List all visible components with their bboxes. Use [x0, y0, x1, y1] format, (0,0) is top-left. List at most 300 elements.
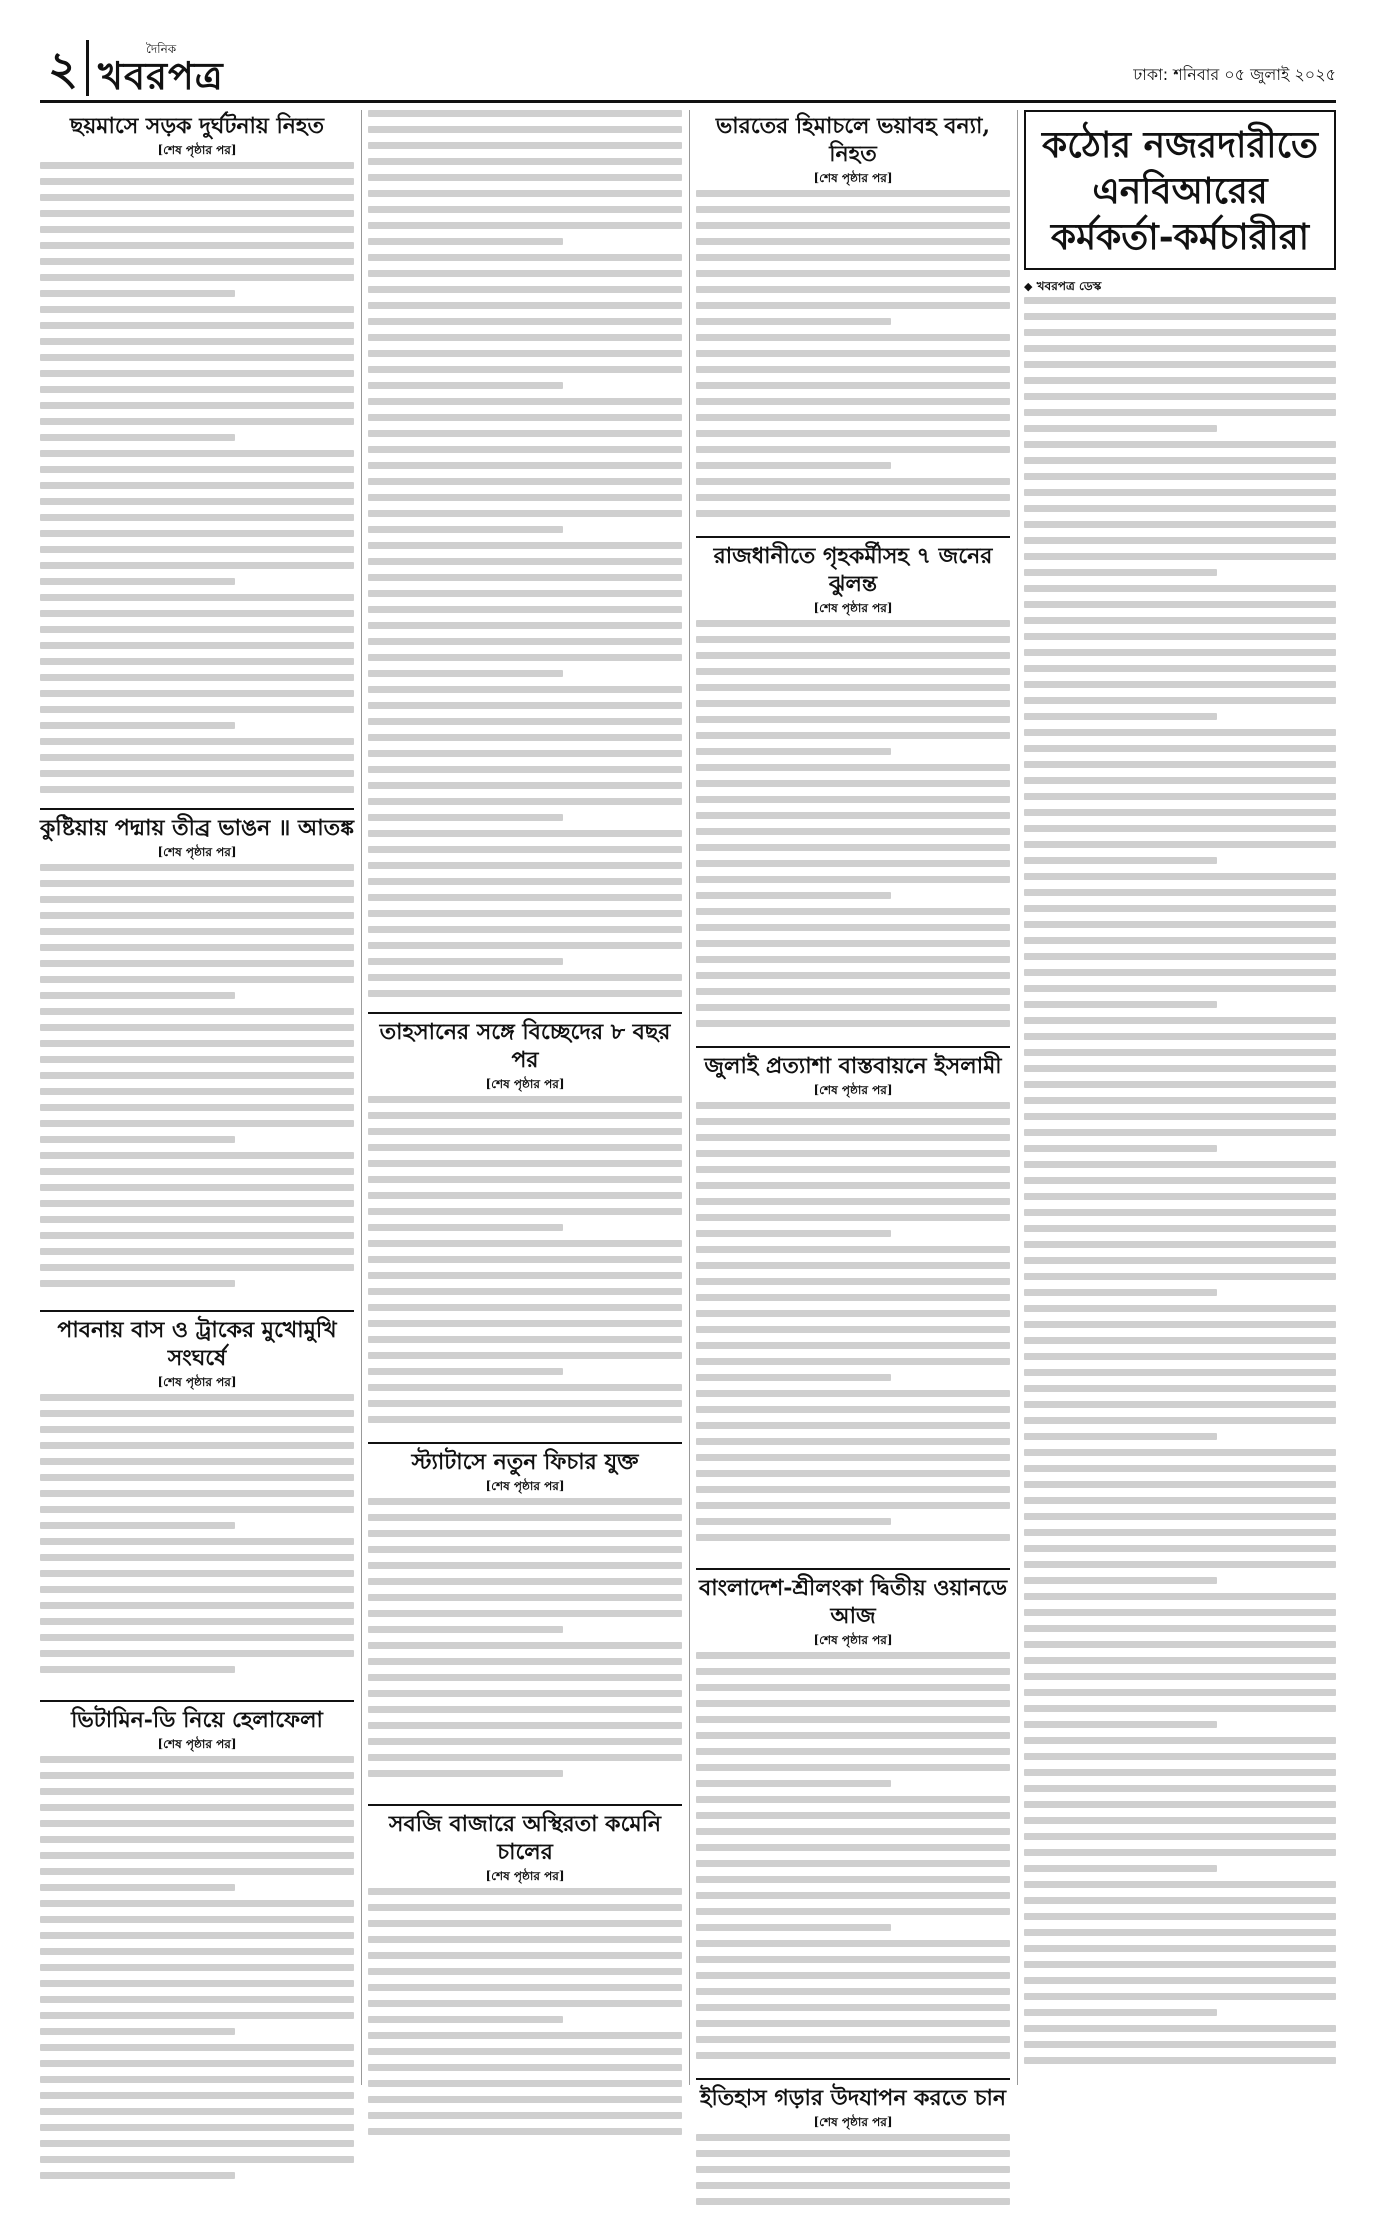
- text-line: [1024, 1673, 1336, 1680]
- text-line: [40, 2012, 354, 2019]
- text-line: [696, 1150, 1010, 1157]
- text-line: [368, 366, 682, 373]
- text-line: [1024, 345, 1336, 352]
- text-line: [368, 1968, 682, 1975]
- text-line: [368, 1920, 682, 1927]
- text-line: [40, 306, 354, 313]
- text-line: [696, 1454, 1010, 1461]
- text-line: [1024, 1593, 1336, 1600]
- text-line: [1024, 1897, 1336, 1904]
- article-headline: ছয়মাসে সড়ক দুর্ঘটনায় নিহত: [70, 113, 324, 139]
- text-line: [40, 690, 354, 697]
- text-line: [40, 258, 354, 265]
- text-line: [40, 1184, 354, 1191]
- text-line: [40, 976, 354, 983]
- text-line: [1024, 905, 1336, 912]
- text-line: [368, 686, 682, 693]
- text-line: [40, 1088, 354, 1095]
- article-headline: সবজি বাজারে অস্থিরতা কমেনি চালের: [368, 1804, 682, 1866]
- text-line: [368, 1400, 682, 1407]
- text-line: [1024, 1417, 1336, 1424]
- article-body: [40, 162, 354, 802]
- text-line: [368, 894, 682, 901]
- continued-note: [শেষ পৃষ্ঠার পর]: [157, 1375, 237, 1389]
- article-headline: ভারতের হিমাচলে ভয়াবহ বন্যা, নিহত: [715, 113, 991, 167]
- text-line: [696, 652, 1010, 659]
- text-line: [368, 270, 682, 277]
- text-line: [368, 1416, 682, 1423]
- text-line: [1024, 1321, 1336, 1328]
- text-line: [696, 270, 1010, 277]
- text-line: [368, 1304, 682, 1311]
- text-line: [368, 750, 682, 757]
- text-line: [368, 238, 563, 245]
- text-line: [1024, 1193, 1336, 1200]
- text-line: [40, 338, 354, 345]
- text-line: [40, 706, 354, 713]
- text-line: [368, 1952, 682, 1959]
- lead-headline: কঠোর নজরদারীতে এনবিআরের কর্মকর্তা-কর্মচারীরা: [1041, 124, 1319, 258]
- text-line: [1024, 633, 1336, 640]
- text-line: [696, 1246, 1010, 1253]
- text-line: [40, 960, 354, 967]
- text-line: [1024, 1529, 1336, 1536]
- text-line: [40, 1264, 354, 1271]
- article-headline: জুলাই প্রত্যাশা বাস্তবায়নে ইসলামী: [696, 1046, 1010, 1080]
- text-line: [368, 766, 682, 773]
- text-line: [696, 222, 1010, 229]
- text-line: [1024, 1609, 1336, 1616]
- text-line: [1024, 1065, 1336, 1072]
- text-line: [1024, 985, 1336, 992]
- text-line: [368, 1754, 682, 1761]
- article: [696, 1568, 1010, 2072]
- text-line: [696, 1812, 1010, 1819]
- text-line: [368, 942, 682, 949]
- text-line: [696, 1748, 1010, 1755]
- text-line: [368, 1288, 682, 1295]
- newspaper-logo: [98, 42, 224, 96]
- article-body: [368, 1096, 682, 1436]
- text-line: [40, 1232, 354, 1239]
- article-headline: ইতিহাস গড়ার উদযাপন করতে চান: [696, 2078, 1010, 2112]
- text-line: [696, 1892, 1010, 1899]
- text-line: [696, 1486, 1010, 1493]
- text-line: [1024, 1881, 1336, 1888]
- text-line: [696, 908, 1010, 915]
- text-line: [368, 446, 682, 453]
- text-line: [1024, 1561, 1336, 1568]
- text-line: [40, 770, 354, 777]
- text-line: [696, 1182, 1010, 1189]
- text-line: [40, 210, 354, 217]
- text-line: [40, 1964, 354, 1971]
- text-line: [368, 1530, 682, 1537]
- text-line: [40, 1056, 354, 1063]
- article: [696, 1046, 1010, 1562]
- text-line: [368, 350, 682, 357]
- text-line: [1024, 1657, 1336, 1664]
- text-line: [40, 1200, 354, 1207]
- article-body: [1024, 297, 1336, 2087]
- text-line: [1024, 1481, 1336, 1488]
- text-line: [1024, 1081, 1336, 1088]
- text-line: [368, 862, 682, 869]
- text-line: [368, 1498, 682, 1505]
- text-line: [368, 1770, 563, 1777]
- text-line: [696, 1134, 1010, 1141]
- text-line: [1024, 761, 1336, 768]
- text-line: [40, 482, 354, 489]
- text-line: [696, 684, 1010, 691]
- text-line: [368, 222, 682, 229]
- text-line: [1024, 1689, 1336, 1696]
- text-line: [368, 1336, 682, 1343]
- continued-note: [শেষ পৃষ্ঠার পর]: [157, 143, 237, 157]
- continued-note: [শেষ পৃষ্ঠার পর]: [485, 1869, 565, 1883]
- text-line: [696, 414, 1010, 421]
- text-line: [40, 578, 235, 585]
- text-line: [40, 2156, 354, 2163]
- text-line: [368, 1352, 682, 1359]
- text-line: [1024, 1945, 1336, 1952]
- text-line: [40, 1120, 354, 1127]
- text-line: [368, 1706, 682, 1713]
- text-line: [368, 1112, 682, 1119]
- text-line: [368, 1192, 682, 1199]
- text-line: [368, 974, 682, 981]
- text-line: [696, 924, 1010, 931]
- article: [40, 1310, 354, 1694]
- continued-note: [শেষ পৃষ্ঠার পর]: [485, 1479, 565, 1493]
- column-divider: [1017, 110, 1018, 2085]
- text-line: [696, 254, 1010, 261]
- text-line: [1024, 2057, 1336, 2064]
- text-line: [40, 2060, 354, 2067]
- text-line: [40, 2092, 354, 2099]
- text-line: [1024, 1241, 1336, 1248]
- text-line: [696, 1988, 1010, 1995]
- text-line: [1024, 329, 1336, 336]
- text-line: [40, 1040, 354, 1047]
- text-line: [368, 286, 682, 293]
- text-line: [368, 2112, 682, 2119]
- text-line: [696, 1700, 1010, 1707]
- article-body: [40, 1394, 354, 1694]
- text-line: [696, 876, 1010, 883]
- text-line: [40, 370, 354, 377]
- text-line: [696, 1780, 891, 1787]
- text-line: [1024, 1273, 1336, 1280]
- continued-note: [শেষ পৃষ্ঠার পর]: [813, 601, 893, 615]
- text-line: [1024, 1369, 1336, 1376]
- text-line: [368, 430, 682, 437]
- text-line: [1024, 1129, 1336, 1136]
- text-line: [40, 194, 354, 201]
- text-line: [696, 1262, 1010, 1269]
- text-line: [40, 658, 354, 665]
- text-line: [40, 610, 354, 617]
- text-line: [40, 674, 354, 681]
- text-line: [696, 668, 1010, 675]
- text-line: [368, 1240, 682, 1247]
- text-line: [40, 1248, 354, 1255]
- text-line: [40, 1884, 235, 1891]
- text-line: [368, 1936, 682, 1943]
- text-line: [1024, 713, 1217, 720]
- text-line: [696, 1438, 1010, 1445]
- article-body: [368, 1888, 682, 2148]
- text-line: [40, 1280, 235, 1287]
- article: [696, 112, 1010, 530]
- text-line: [696, 1020, 1010, 1027]
- text-line: [40, 2108, 354, 2115]
- text-line: [368, 462, 682, 469]
- text-line: [40, 1980, 354, 1987]
- text-line: [696, 1198, 1010, 1205]
- text-line: [1024, 1705, 1336, 1712]
- text-line: [368, 590, 682, 597]
- text-line: [368, 558, 682, 565]
- text-line: [1024, 841, 1336, 848]
- text-line: [696, 1764, 1010, 1771]
- text-line: [40, 626, 354, 633]
- text-line: [1024, 1449, 1336, 1456]
- text-line: [368, 1384, 682, 1391]
- text-line: [1024, 1849, 1336, 1856]
- text-line: [368, 382, 563, 389]
- text-line: [696, 510, 1010, 517]
- text-line: [1024, 1113, 1336, 1120]
- text-line: [1024, 1401, 1336, 1408]
- text-line: [1024, 1641, 1336, 1648]
- text-line: [1024, 1033, 1336, 1040]
- column-divider: [361, 110, 362, 2085]
- logo-name: খবরপত্র: [98, 53, 224, 98]
- text-line: [696, 1358, 1010, 1365]
- text-line: [368, 1738, 682, 1745]
- text-line: [368, 254, 682, 261]
- text-line: [40, 1008, 354, 1015]
- article-headline: স্ট্যাটাসে নতুন ফিচার যুক্ত: [368, 1442, 682, 1476]
- article-body: [696, 1102, 1010, 1562]
- text-line: [696, 956, 1010, 963]
- text-line: [1024, 361, 1336, 368]
- column-2: [368, 110, 682, 2085]
- text-line: [40, 786, 354, 793]
- text-line: [696, 286, 1010, 293]
- article-body: [368, 1498, 682, 1798]
- text-line: [1024, 409, 1336, 416]
- text-line: [368, 1594, 682, 1601]
- text-line: [1024, 1721, 1217, 1728]
- text-line: [1024, 473, 1336, 480]
- text-line: [1024, 969, 1336, 976]
- text-line: [696, 972, 1010, 979]
- text-line: [368, 2064, 682, 2071]
- text-line: [1024, 1865, 1217, 1872]
- text-line: [40, 1024, 354, 1031]
- text-line: [696, 812, 1010, 819]
- text-line: [40, 1554, 354, 1561]
- text-line: [40, 738, 354, 745]
- text-line: [1024, 1257, 1336, 1264]
- continued-note: [শেষ পৃষ্ঠার পর]: [813, 1633, 893, 1647]
- text-line: [40, 1602, 354, 1609]
- text-line: [368, 1578, 682, 1585]
- text-line: [368, 574, 682, 581]
- text-line: [40, 642, 354, 649]
- text-line: [368, 2000, 682, 2007]
- text-line: [696, 780, 1010, 787]
- text-line: [696, 1294, 1010, 1301]
- text-line: [40, 880, 354, 887]
- text-line: [368, 302, 682, 309]
- text-line: [696, 828, 1010, 835]
- text-line: [368, 158, 682, 165]
- text-line: [696, 1502, 1010, 1509]
- text-line: [368, 398, 682, 405]
- text-line: [40, 386, 354, 393]
- article-body: [696, 620, 1010, 1040]
- text-line: [1024, 489, 1336, 496]
- text-line: [368, 910, 682, 917]
- text-line: [368, 542, 682, 549]
- dateline: ঢাকা: শনিবার ০৫ জুলাই ২০২৫: [1133, 65, 1336, 84]
- text-line: [368, 1320, 682, 1327]
- text-line: [1024, 1577, 1217, 1584]
- text-line: [368, 174, 682, 181]
- text-line: [40, 530, 354, 537]
- text-line: [40, 514, 354, 521]
- text-line: [40, 450, 354, 457]
- article: [40, 1700, 354, 2196]
- text-line: [40, 1410, 354, 1417]
- text-line: [696, 318, 891, 325]
- continued-note: [শেষ পৃষ্ঠার পর]: [157, 1737, 237, 1751]
- text-line: [368, 654, 682, 661]
- text-line: [696, 478, 1010, 485]
- text-line: [1024, 729, 1336, 736]
- logo-small-text: দৈনিক: [146, 42, 177, 56]
- article-body: [696, 1652, 1010, 2072]
- text-line: [1024, 1801, 1336, 1808]
- text-line: [368, 638, 682, 645]
- article-headline: পাবনায় বাস ও ট্রাকের মুখোমুখি সংঘর্ষে: [40, 1310, 354, 1372]
- text-line: [40, 1666, 235, 1673]
- text-line: [368, 318, 682, 325]
- text-line: [40, 1104, 354, 1111]
- text-line: [696, 1652, 1010, 1659]
- text-line: [696, 716, 1010, 723]
- text-line: [368, 2032, 682, 2039]
- article-body: [696, 190, 1010, 530]
- text-line: [368, 1658, 682, 1665]
- text-line: [696, 1390, 1010, 1397]
- text-line: [1024, 1929, 1336, 1936]
- text-line: [368, 606, 682, 613]
- text-line: [368, 190, 682, 197]
- text-line: [368, 1546, 682, 1553]
- text-line: [368, 1176, 682, 1183]
- article: [696, 2078, 1010, 2224]
- text-line: [40, 1788, 354, 1795]
- text-line: [40, 274, 354, 281]
- article-body: [696, 2134, 1010, 2224]
- column-4: [1024, 110, 1336, 2085]
- text-line: [368, 990, 682, 997]
- text-line: [368, 622, 682, 629]
- article: [696, 536, 1010, 1040]
- text-line: [40, 418, 354, 425]
- text-line: [1024, 601, 1336, 608]
- text-line: [40, 1756, 354, 1763]
- text-line: [368, 1562, 682, 1569]
- text-line: [696, 350, 1010, 357]
- text-line: [368, 1224, 563, 1231]
- text-line: [368, 1208, 682, 1215]
- text-line: [368, 478, 682, 485]
- text-line: [696, 398, 1010, 405]
- article-headline: তাহসানের সঙ্গে বিচ্ছেদের ৮ বছর পর: [368, 1012, 682, 1074]
- article: [368, 1804, 682, 2148]
- text-line: [1024, 1465, 1336, 1472]
- article-headline: ভিটামিন-ডি নিয়ে হেলাফেলা: [40, 1700, 354, 1734]
- text-line: [696, 446, 1010, 453]
- text-line: [1024, 1145, 1217, 1152]
- text-line: [696, 2004, 1010, 2011]
- text-line: [40, 1868, 354, 1875]
- text-line: [40, 864, 354, 871]
- text-line: [696, 462, 891, 469]
- text-line: [1024, 1817, 1336, 1824]
- text-line: [696, 334, 1010, 341]
- text-line: [368, 510, 682, 517]
- text-line: [368, 1610, 682, 1617]
- text-line: [696, 2198, 1010, 2205]
- text-line: [40, 2028, 235, 2035]
- text-line: [1024, 1785, 1336, 1792]
- continued-note: [শেষ পৃষ্ঠার পর]: [157, 845, 237, 859]
- text-line: [1024, 697, 1336, 704]
- text-line: [40, 722, 235, 729]
- text-line: [696, 1326, 1010, 1333]
- text-line: [368, 702, 682, 709]
- text-line: [368, 1514, 682, 1521]
- text-line: [40, 1458, 354, 1465]
- text-line: [40, 1570, 354, 1577]
- article-body: [40, 1756, 354, 2196]
- text-line: [368, 814, 563, 821]
- text-line: [696, 2150, 1010, 2157]
- text-line: [696, 1310, 1010, 1317]
- text-line: [40, 1394, 354, 1401]
- text-line: [40, 562, 354, 569]
- text-line: [40, 1820, 354, 1827]
- text-line: [368, 670, 563, 677]
- text-line: [696, 732, 1010, 739]
- text-line: [40, 1426, 354, 1433]
- text-line: [696, 1876, 1010, 1883]
- text-line: [1024, 1225, 1336, 1232]
- text-line: [368, 846, 682, 853]
- text-line: [1024, 809, 1336, 816]
- text-line: [696, 1860, 1010, 1867]
- text-line: [40, 2124, 354, 2131]
- text-line: [1024, 953, 1336, 960]
- text-line: [696, 1166, 1010, 1173]
- text-line: [368, 2128, 682, 2135]
